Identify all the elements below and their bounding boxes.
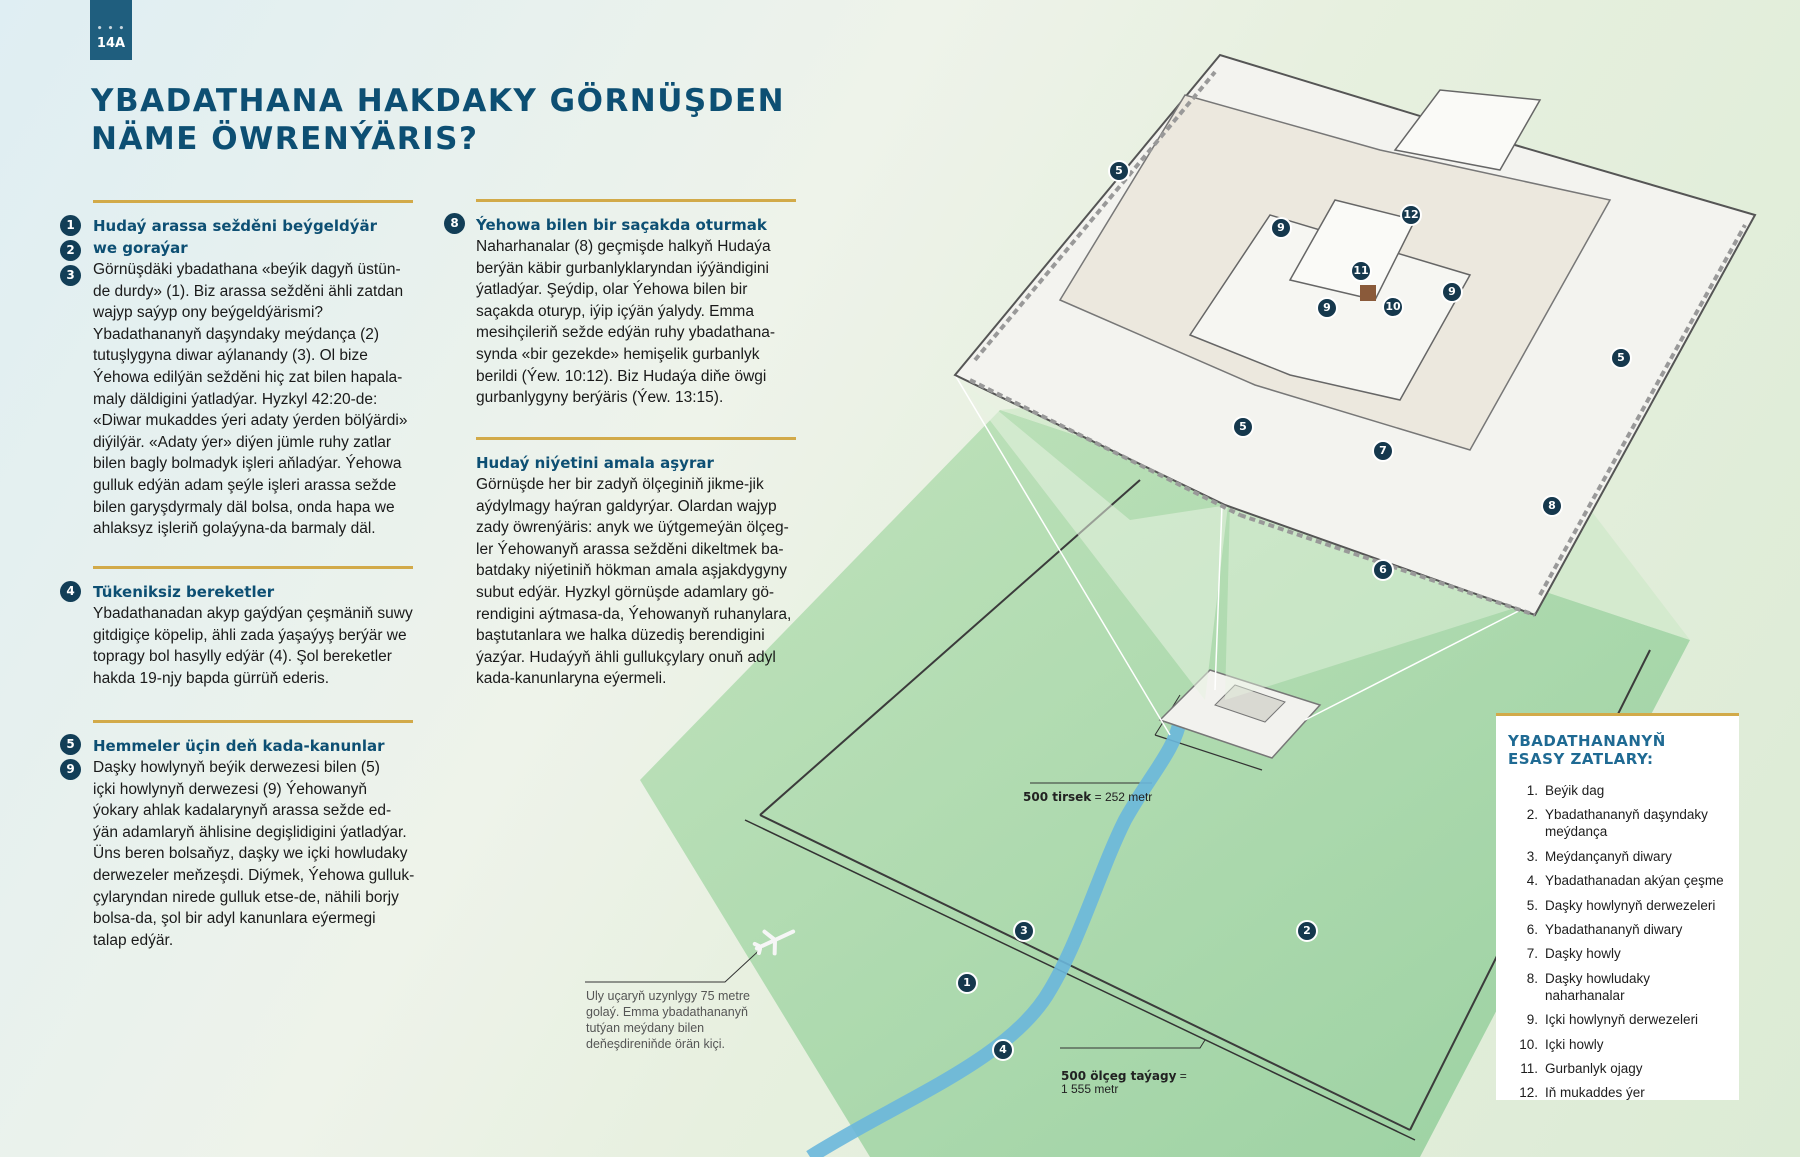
page-title: YBADATHANA HAKDAKY GÖRNÜŞDEN NÄME ÖWRENÝÄRIS?	[91, 83, 786, 157]
airplane-note: Uly uçaryň uzynlygy 75 metre golaý. Emma ybadathananyň tutýan meýdany bilen deňeşdireniňde örän kiçi.	[586, 989, 750, 1051]
section-heading: Hudaý niýetini amala aşyrar	[476, 454, 714, 472]
section-god-purpose	[476, 437, 796, 690]
section-body: Görnüşdäki ybadathana «beýik dagyň üstün- de durdy» (1). Biz arassa sežděni ähli zatdan wajyp saýyp ony beýgeldýärismi? Ybadathananyň daşyndaky meýdança (2) tutuşlygyna diwar aýlanandy (3). Ol bize Ýehowa edilýän sežděni hiç zat bilen hapala- maly däldigini ýatladýar. Hyzkyl 42:20-de: «Diwar mukaddes ýeri adaty ýerden bölýärdi» diýilýär. «Adaty ýer» diýen jümle ruhy zatlar bilen bagly bolmadyk işleri aňladýar. Ýehowa gulluk edýän adam şeýle işleri arassa sežde bilen garyşdyrmaly däl bolsa, onda hapa we ahlaksyz işleriň golaýyna-da barmaly däl.	[93, 261, 408, 538]
section-badge: 5	[60, 734, 81, 755]
illustration-marker: 4	[992, 1039, 1014, 1061]
legend-title: YBADATHANANYŇ ESASY ZATLARY:	[1508, 732, 1666, 768]
illustration-marker: 10	[1382, 296, 1404, 318]
section-badge: 2	[60, 240, 81, 261]
illustration-marker: 7	[1372, 440, 1394, 462]
section-heading: Ýehowa bilen bir saçakda oturmak	[476, 216, 767, 234]
section-heading: Hemmeler üçin deň kada-kanunlar	[93, 737, 385, 755]
page-number: 14A	[96, 36, 126, 51]
illustration-marker: 9	[1441, 281, 1463, 303]
section-heading: Hudaý arassa sežděni beýgeldýär we goraýar	[93, 217, 378, 257]
section-badge: 1	[60, 215, 81, 236]
legend-item: 7. Daşky howly	[1526, 946, 1621, 962]
legend-item: 2. Ybadathananyň daşyndaky meýdança	[1526, 807, 1708, 840]
scale-reeds-label: 500 ölçeg taýagy = 1 555 metr	[1061, 1069, 1187, 1096]
section-worship-exalted	[93, 200, 413, 540]
illustration-marker: 11	[1350, 260, 1372, 282]
section-badge: 3	[60, 265, 81, 286]
illustration-marker: 2	[1296, 920, 1318, 942]
section-blessings	[93, 566, 413, 689]
section-eating-with-jehovah	[476, 199, 796, 409]
section-heading: Tükeniksiz bereketler	[93, 583, 275, 601]
illustration-marker: 5	[1232, 416, 1254, 438]
legend-item: 9. Içki howlynyň derwezeleri	[1526, 1012, 1699, 1028]
legend-item: 8. Daşky howludaky naharhanalar	[1526, 970, 1651, 1003]
legend-item: 10. Içki howly	[1519, 1036, 1604, 1052]
section-body: Ybadathanadan akyp gaýdýan çeşmäniň suwy gitdigiçe köpelip, ähli zada ýaşaýyş berýär we topragy bol hasylly edýär (4). Şol bereketler hakda 19-njy bapda gürrüň ederis.	[93, 605, 413, 687]
illustration-marker: 5	[1610, 347, 1632, 369]
section-body: Görnüşde her bir zadyň ölçeginiň jikme-jik aýdylmagy haýran galdyrýar. Olardan wajyp zady öwrenýäris: anyk we üýtgemeýän ölçeg- ler Ýehowanyň arassa sežděni dikeltmek ba- batdaky niýetiniň hökman amala aşjakdygyny subut edýär. Hyzkyl görnüşde adamlary gö- rendigini aýtmasa-da, Ýehowanyň ruhanylara, baştutanlara we halka düzediş berendigini ýazýar. Hudaýyň ähli gullukçylary onuň adyl kada-kanunlaryna eýermeli.	[476, 476, 792, 688]
legend-item: 4. Ybadathanadan akýan çeşme	[1526, 873, 1724, 889]
legend-item: 3. Meýdançanyň diwary	[1526, 848, 1672, 864]
legend-item: 5. Daşky howlynyň derwezeleri	[1526, 897, 1716, 913]
illustration-marker: 3	[1013, 920, 1035, 942]
scale-cubits-label: 500 tirsek = 252 metr	[1023, 790, 1153, 804]
legend-item: 11. Gurbanlyk ojagy	[1520, 1060, 1643, 1076]
legend-item: 12. Iň mukaddes ýer	[1519, 1085, 1645, 1101]
section-badge: 4	[60, 581, 81, 602]
illustration-marker: 12	[1400, 204, 1422, 226]
legend-box	[1496, 713, 1739, 1100]
illustration-marker: 5	[1108, 160, 1130, 182]
page-number-tab: • • • 14A	[90, 0, 132, 60]
legend-item: 1. Beýik dag	[1526, 783, 1605, 798]
illustration-marker: 1	[956, 972, 978, 994]
section-badge: 8	[444, 213, 465, 234]
section-body: Daşky howlynyň beýik derwezesi bilen (5) içki howlynyň derwezesi (9) Ýehowanyň ýokary ahlak kadalarynyň arassa sežde ed- ýän adamlaryň ählisine degişlidigini ýatladýar. Üns beren bolsaňyz, daşky we içki howludaky derwezeler meňzeşdi. Diýmek, Ýehowa gulluk- çylaryndan nirede gulluk etse-de, nähili borjy bolsa-da, şol bir adyl kanunlara eýermegi talap edýär.	[93, 759, 415, 949]
legend-list	[1508, 782, 1729, 1101]
illustration-marker: 9	[1270, 217, 1292, 239]
illustration-marker: 9	[1316, 297, 1338, 319]
legend-item: 6. Ybadathananyň diwary	[1526, 921, 1683, 937]
illustration-marker: 8	[1541, 495, 1563, 517]
section-equal-rules	[93, 720, 413, 951]
section-badge: 9	[60, 759, 81, 780]
illustration-marker: 6	[1372, 559, 1394, 581]
section-body: Naharhanalar (8) geçmişde halkyň Hudaýa berýän käbir gurbanlyklaryndan iýýändigini ýatladýar. Şeýdip, olar Ýehowa bilen bir saçakda oturyp, iýip içýän ýalydy. Emma mesihçileriň sežde edýän ruhy ybadathana- synda «bir gezekde» hemişelik gurbanlyk berildi (Ýew. 10:12). Biz Hudaýa diňe öwgi gurbanlygyny berýäris (Ýew. 13:15).	[476, 238, 775, 407]
